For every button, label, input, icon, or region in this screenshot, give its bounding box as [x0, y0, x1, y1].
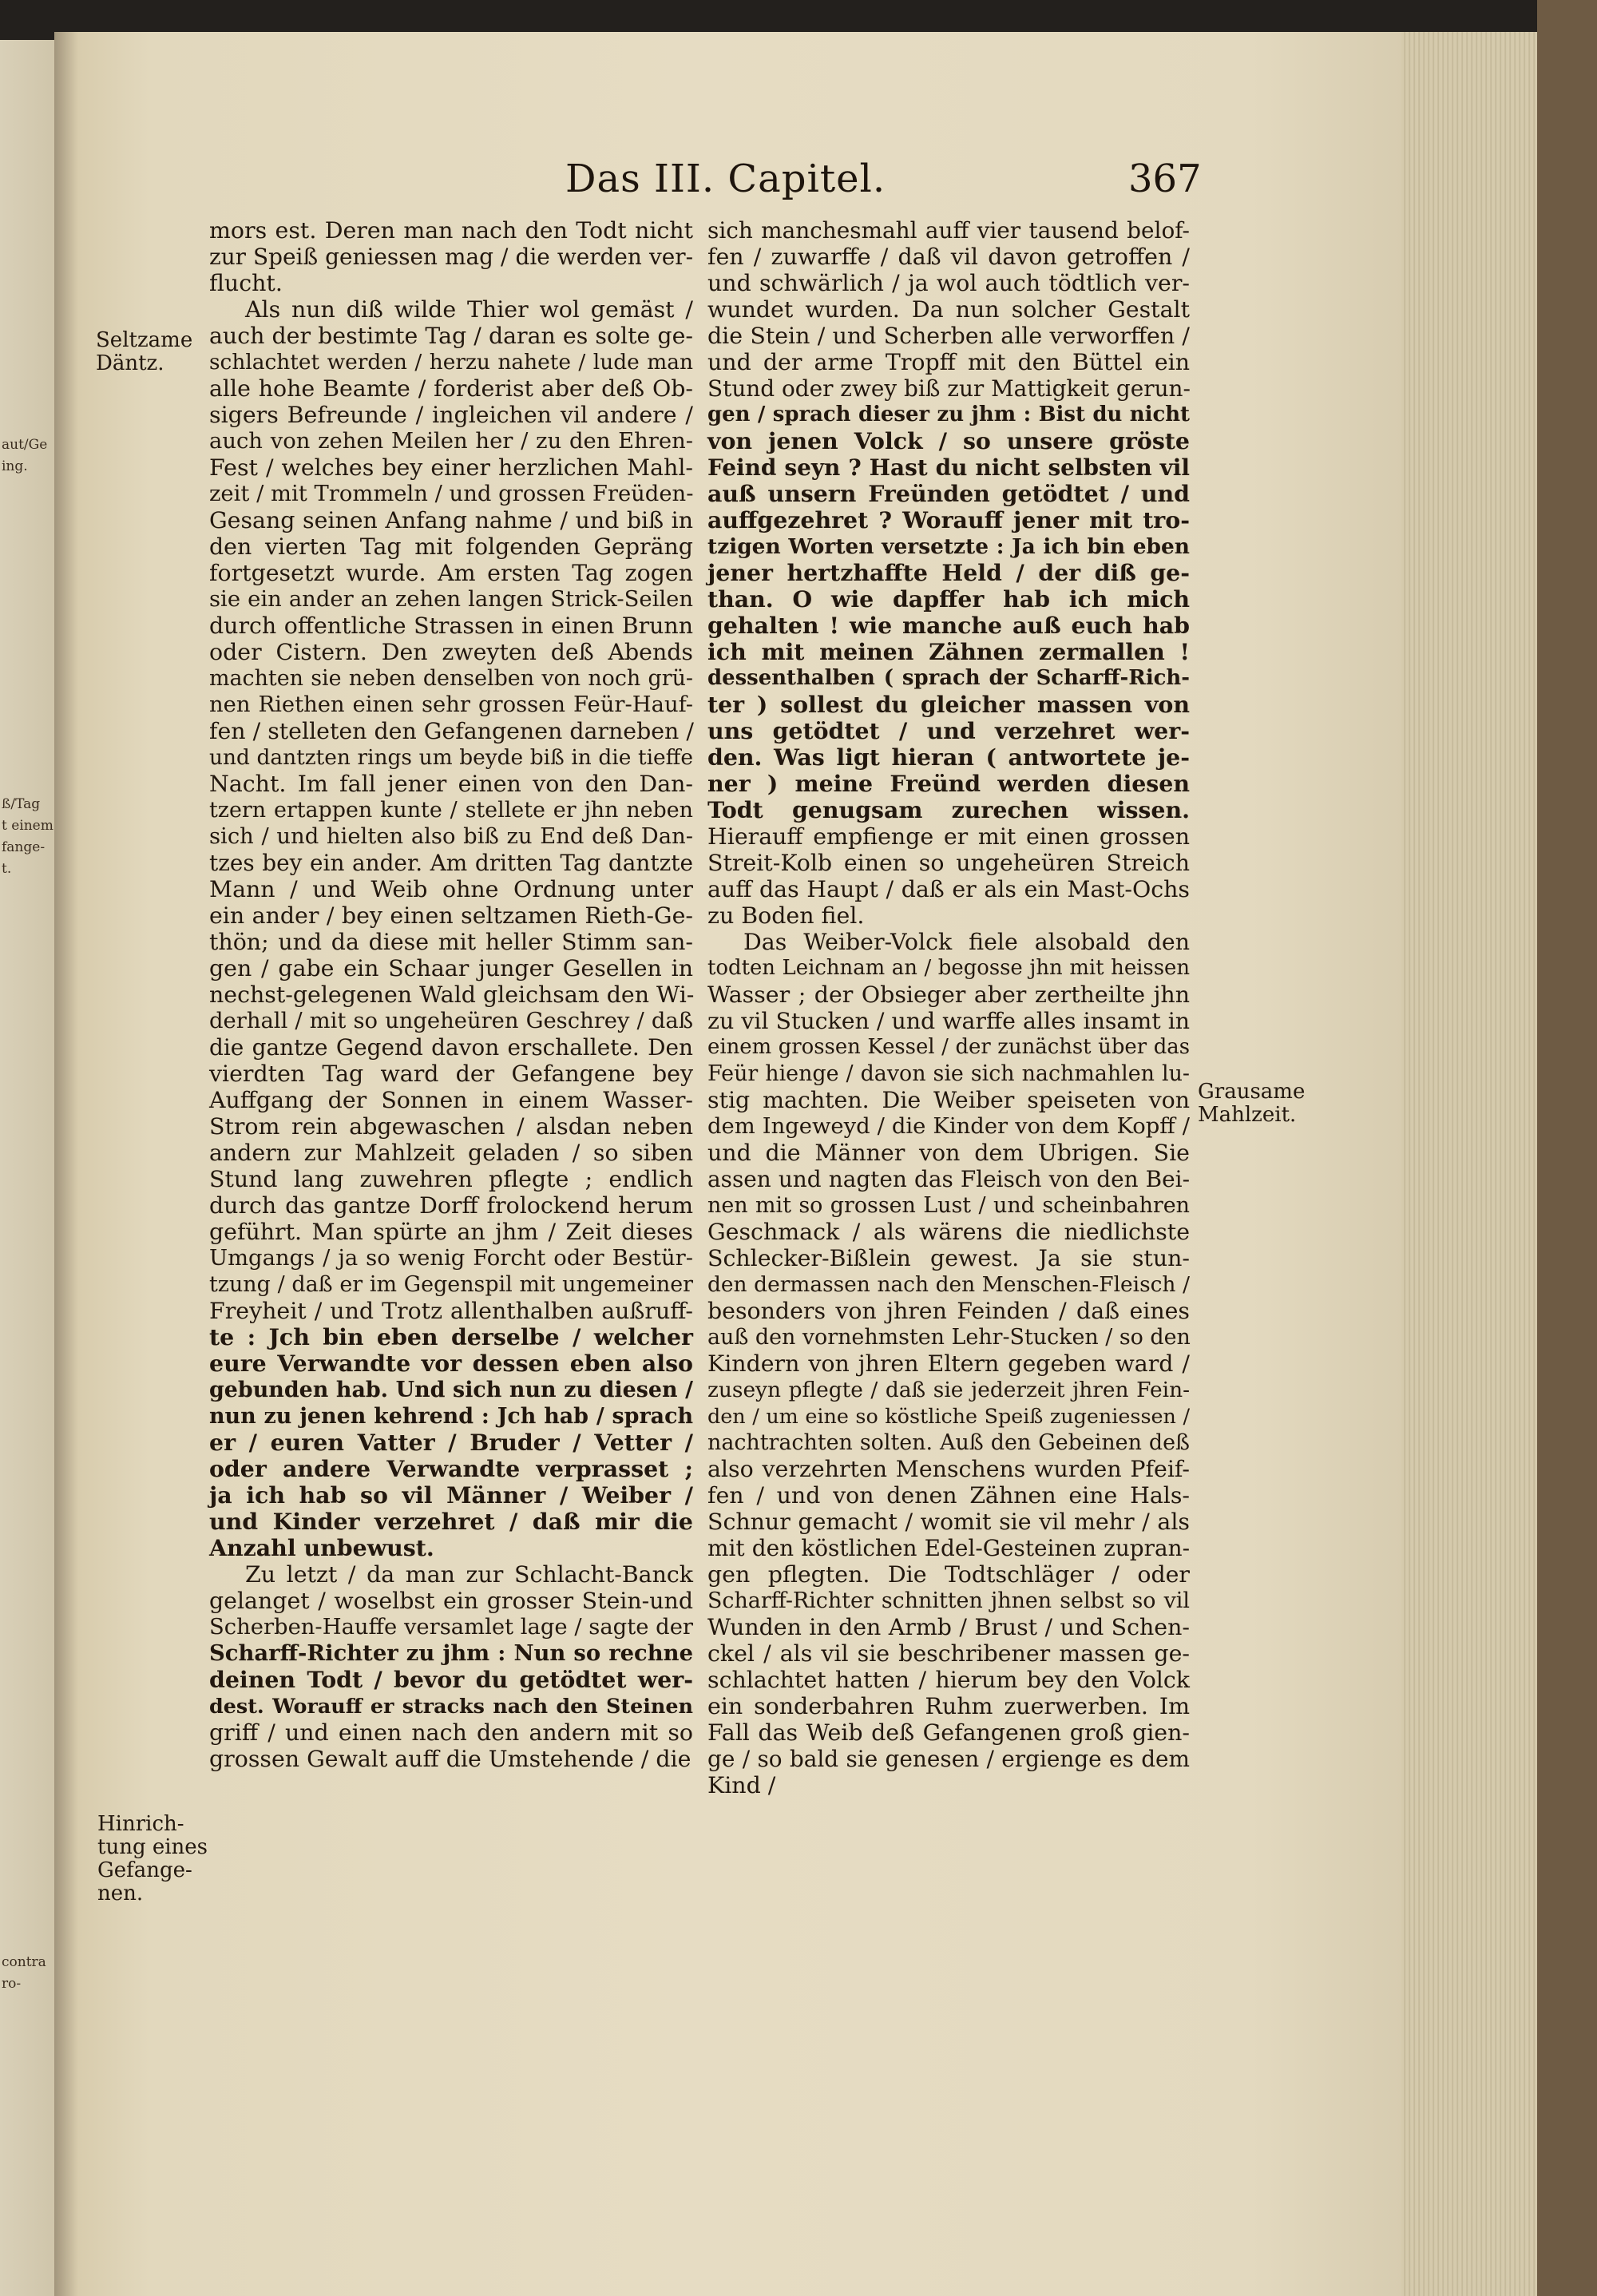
text-line: Hierauff empfienge er mit einen grossen	[707, 823, 1190, 850]
text-line: Umgangs / ja so wenig Forcht oder Bestür-	[209, 1246, 693, 1271]
text-line: dest. Worauff er stracks nach den Steinen	[209, 1694, 693, 1718]
text-line: die gantze Gegend davon erschallete. Den	[209, 1034, 693, 1061]
text-line: und dantzten rings um beyde biß in die tieffe	[209, 745, 693, 770]
text-line: gen pflegten. Die Todtschläger / oder	[707, 1561, 1190, 1588]
text-line: einem grossen Kessel / der zunächst über das	[707, 1035, 1190, 1059]
text-line: durch offentliche Strassen in einen Brunn	[209, 613, 693, 639]
text-line: und der arme Tropff mit den Büttel ein	[707, 349, 1190, 375]
text-line: machten sie neben denselben von noch grü-	[209, 666, 693, 691]
text-line: Streit-Kolb einen so ungeheüren Streich	[707, 850, 1190, 876]
text-line: schlachtet hatten / hierum bey den Volck	[707, 1667, 1190, 1693]
text-line: Nacht. Im fall jener einen von den Dan-	[209, 771, 693, 797]
margin-note-grausame-mahlzeit: Grausame Mahlzeit.	[1198, 1080, 1306, 1127]
text-line: zu Boden fiel.	[707, 902, 865, 929]
left-margin-fragment: t.	[2, 861, 12, 877]
text-line: te : Jch bin eben derselbe / welcher	[209, 1323, 693, 1350]
text-line: ja ich hab so vil Männer / Weiber /	[209, 1481, 693, 1509]
text-line: er / euren Vatter / Bruder / Vetter /	[209, 1429, 693, 1456]
text-line: sich manchesmahl auff vier tausend belof-	[707, 217, 1190, 244]
text-line: Anzahl unbewust.	[209, 1534, 434, 1561]
left-margin-fragment: fange-	[2, 839, 46, 855]
text-line: ein sonderbahren Ruhm zuerwerben. Im	[707, 1693, 1190, 1719]
left-margin-fragment: t einem	[2, 818, 53, 834]
text-line: gen / sprach dieser zu jhm : Bist du nicht	[707, 402, 1190, 426]
page-number: 367	[1128, 157, 1202, 201]
text-line: todten Leichnam an / begosse jhn mit heissen	[707, 956, 1190, 980]
text-line: Geschmack / als wärens die niedlichste	[707, 1219, 1190, 1245]
text-line: Zu letzt / da man zur Schlacht-Banck	[245, 1561, 693, 1588]
text-line: nen Riethen einen sehr grossen Feür-Hauf-	[209, 692, 693, 717]
text-line: Freyheit / und Trotz allenthalben außruff-	[209, 1298, 693, 1324]
text-line: fortgesetzt wurde. Am ersten Tag zogen	[209, 560, 693, 586]
text-line: fen / stelleten den Gefangenen darneben /	[209, 718, 694, 744]
text-line: den. Was ligt hieran ( antwortete je-	[707, 744, 1190, 771]
text-line: zu vil Stucken / und warffe alles insamt in	[707, 1008, 1191, 1034]
text-line: auch von zehen Meilen her / zu den Ehren-	[209, 429, 693, 454]
text-line: ter ) sollest du gleicher massen von	[707, 691, 1190, 718]
text-line: oder andere Verwandte verprasset ;	[209, 1455, 693, 1482]
text-line: Stund oder zwey biß zur Mattigkeit gerun-	[707, 375, 1191, 402]
text-line: Feind seyn ? Hast du nicht selbsten vil	[707, 454, 1190, 481]
text-line: tzigen Worten versetzte : Ja ich bin eben	[707, 534, 1190, 559]
text-line: alle hohe Beamte / forderist aber deß Ob-	[209, 375, 693, 402]
text-line: than. O wie dapffer hab ich mich	[707, 585, 1190, 613]
text-line: auß den vornehmsten Lehr-Stucken / so den	[707, 1325, 1191, 1350]
text-line: Das Weiber-Volck fiele alsobald den	[743, 929, 1190, 955]
text-line: gelanget / woselbst ein grosser Stein-und	[209, 1588, 693, 1614]
text-line: zeit / mit Trommeln / und grossen Freüden-	[209, 482, 694, 506]
text-line: Scharff-Richter zu jhm : Nun so rechne	[209, 1640, 693, 1666]
book-cover-board	[1537, 0, 1597, 2296]
text-line: gehalten ! wie manche auß euch hab	[707, 612, 1190, 639]
text-line: Todt genugsam zurechen wissen.	[707, 796, 1190, 823]
text-line: gebunden hab. Und sich nun zu diesen /	[209, 1378, 693, 1402]
page-fore-edge	[1401, 32, 1537, 2296]
text-line: griff / und einen nach den andern mit so	[209, 1719, 693, 1746]
text-column-right	[707, 217, 1190, 1798]
text-line: fen / und von denen Zähnen eine Hals-	[707, 1482, 1190, 1509]
text-line: Fall das Weib deß Gefangenen groß gien-	[707, 1719, 1190, 1746]
text-line: deinen Todt / bevor du getödtet wer-	[209, 1666, 693, 1693]
text-line: ckel / als vil sie beschribener massen ge-	[707, 1640, 1190, 1667]
text-line: Schnur gemacht / womit sie vil mehr / als	[707, 1509, 1190, 1535]
text-line: Stund lang zuwehren pflegte ; endlich	[209, 1166, 693, 1192]
left-margin-fragment: ß/Tag	[2, 796, 41, 812]
text-line: vierdten Tag ward der Gefangene bey	[209, 1061, 693, 1087]
text-line: auffgezehret ? Worauff jener mit tro-	[707, 506, 1190, 533]
text-line: Feür hienge / davon sie sich nachmahlen lu-	[707, 1061, 1190, 1086]
text-line: nun zu jenen kehrend : Jch hab / sprach	[209, 1404, 693, 1429]
text-line: auch der bestimte Tag / daran es solte ge-	[209, 323, 693, 349]
text-line: tzung / daß er im Gegenspil mit ungemeiner	[209, 1272, 693, 1297]
text-line: Als nun diß wilde Thier wol gemäst /	[245, 296, 693, 323]
text-column-left	[209, 217, 693, 1772]
text-line: stig machten. Die Weiber speiseten von	[707, 1087, 1190, 1113]
text-line: auff das Haupt / daß er als ein Mast-Ochs	[707, 876, 1190, 902]
text-line: Schlecker-Bißlein gewest. Ja sie stun-	[707, 1245, 1190, 1271]
text-line: ein ander / bey einen seltzamen Rieth-Ge-	[209, 902, 693, 929]
text-line: den dermassen nach den Menschen-Fleisch /	[707, 1272, 1190, 1297]
text-line: jener hertzhaffte Held / der diß ge-	[707, 559, 1190, 586]
text-line: sich / und hielten also biß zu End deß Dan-	[209, 824, 693, 849]
text-line: durch das gantze Dorff frolockend herum	[209, 1192, 693, 1219]
text-line: Scharff-Richter schnitten jhnen selbst so vil	[707, 1588, 1190, 1613]
text-line: und die Männer von dem Ubrigen. Sie	[707, 1140, 1190, 1166]
text-line: ge / so bald sie genesen / ergienge es dem	[707, 1746, 1190, 1772]
text-line: Wunden in den Armb / Brust / und Schen-	[707, 1614, 1190, 1640]
text-line: wundet wurden. Da nun solcher Gestalt	[707, 296, 1190, 323]
text-line: nachtrachten solten. Auß den Gebeinen deß	[707, 1430, 1190, 1455]
text-line: von jenen Volck / so unsere gröste	[707, 427, 1190, 454]
text-line: Gesang seinen Anfang nahme / und biß in	[209, 507, 693, 533]
text-line: besonders von jhren Feinden / daß eines	[707, 1298, 1190, 1324]
text-line: grossen Gewalt auff die Umstehende / die	[209, 1746, 692, 1772]
text-line: mors est. Deren man nach den Todt nicht	[209, 217, 693, 244]
text-line: Scherben-Hauffe versamlet lage / sagte der	[209, 1615, 693, 1640]
text-line: zur Speiß geniessen mag / die werden ver-	[209, 244, 693, 270]
text-line: sigers Befreunde / ingleichen vil andere /	[209, 402, 693, 428]
text-line: Kindern von jhren Eltern gegeben ward /	[707, 1350, 1190, 1377]
left-margin-fragment: aut/Ge	[2, 437, 48, 453]
text-line: nen mit so grossen Lust / und scheinbahren	[707, 1193, 1190, 1218]
text-line: und schwärlich / ja wol auch tödtlich ver-	[707, 270, 1190, 296]
text-line: fen / zuwarffe / daß vil davon getroffen /	[707, 244, 1190, 270]
text-line: thön; und da diese mit heller Stimm san-	[209, 929, 693, 955]
text-line: ner ) meine Freünd werden diesen	[707, 770, 1190, 797]
text-line: Auffgang der Sonnen in einem Wasser-	[209, 1087, 693, 1113]
text-line: dem Ingeweyd / die Kinder von dem Kopff /	[707, 1114, 1190, 1139]
chapter-title: Das III. Capitel.	[565, 157, 886, 201]
text-line: assen und nagten das Fleisch von den Bei-	[707, 1166, 1190, 1192]
text-line: mit den köstlichen Edel-Gesteinen zupran-	[707, 1535, 1190, 1561]
text-line: die Stein / und Scherben alle verworffen /	[707, 323, 1190, 349]
margin-note-seltzame-daentz: Seltzame Däntz.	[96, 328, 193, 375]
text-line: flucht.	[209, 270, 283, 296]
margin-note-hinrichtung: Hinrich- tung eines Gefange- nen.	[97, 1812, 208, 1905]
text-line: derhall / mit so ungeheüren Geschrey / daß	[209, 1009, 693, 1033]
text-line: sie ein ander an zehen langen Strick-Seilen	[209, 587, 693, 612]
text-line: tzern ertappen kunte / stellete er jhn neben	[209, 798, 693, 823]
text-line: Mann / und Weib ohne Ordnung unter	[209, 876, 693, 902]
text-line: geführt. Man spürte an jhm / Zeit dieses	[209, 1219, 693, 1245]
text-line: gen / gabe ein Schaar junger Gesellen in	[209, 955, 693, 981]
running-header	[0, 157, 1597, 212]
text-line: nechst-gelegenen Wald gleichsam den Wi-	[209, 981, 695, 1008]
text-line: dessenthalben ( sprach der Scharff-Rich-	[707, 666, 1190, 690]
text-line: zuseyn pflegte / daß sie jederzeit jhren Fein-	[707, 1378, 1190, 1402]
text-line: Kind /	[707, 1772, 776, 1798]
text-line: schlachtet werden / herzu nahete / lude man	[209, 350, 693, 375]
text-line: also verzehrten Menschens wurden Pfeif-	[707, 1456, 1190, 1482]
text-line: ich mit meinen Zähnen zermallen !	[707, 638, 1190, 665]
left-margin-fragment: ing.	[2, 458, 28, 474]
text-line: auß unsern Freünden getödtet / und	[707, 480, 1190, 507]
text-line: eure Verwandte vor dessen eben also	[209, 1350, 693, 1377]
left-page-edge	[0, 40, 56, 2296]
text-line: den / um eine so köstliche Speiß zugeniessen /	[707, 1404, 1190, 1428]
text-line: oder Cistern. Den zweyten deß Abends	[209, 639, 693, 665]
text-line: Fest / welches bey einer herzlichen Mahl-	[209, 454, 693, 481]
left-margin-fragment: contra	[2, 1954, 46, 1970]
left-margin-fragment: ro-	[2, 1976, 22, 1992]
text-line: und Kinder verzehret / daß mir die	[209, 1508, 693, 1535]
text-line: tzes bey ein ander. Am dritten Tag dantzte	[209, 850, 693, 876]
text-line: Wasser ; der Obsieger aber zertheilte jhn	[707, 981, 1190, 1008]
text-line: den vierten Tag mit folgenden Gepräng	[209, 533, 693, 560]
text-line: Strom rein abgewaschen / alsdan neben	[209, 1113, 693, 1140]
text-line: andern zur Mahlzeit geladen / so siben	[209, 1140, 693, 1166]
text-line: uns getödtet / und verzehret wer-	[707, 717, 1190, 744]
